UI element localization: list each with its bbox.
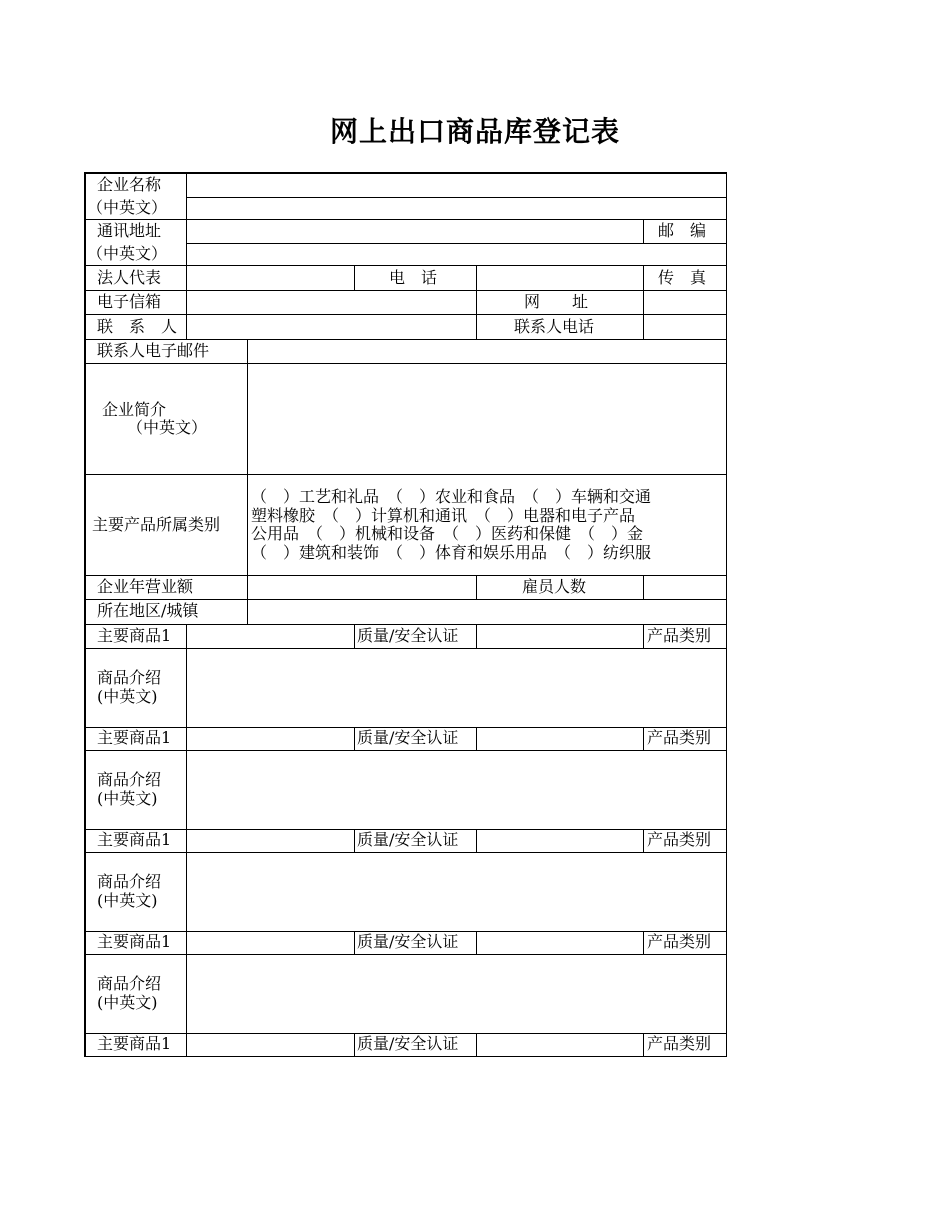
category-line: （ ）工艺和礼品 （ ）农业和食品 （ ）车辆和交通 <box>251 488 652 506</box>
product-cert-label: 质量/安全认证 <box>357 932 459 951</box>
product-category-label: 产品类别 <box>647 626 712 645</box>
region-field[interactable] <box>248 600 726 624</box>
product-intro-field[interactable] <box>187 751 726 829</box>
company-name-cn-field[interactable] <box>187 173 726 197</box>
product-cert-field[interactable] <box>477 1034 643 1056</box>
product-name-field[interactable] <box>187 625 354 648</box>
fax-label: 传 真 <box>658 268 707 287</box>
product-name-label: 主要商品1 <box>97 728 172 747</box>
product-intro-field[interactable] <box>187 649 726 727</box>
product-cert-field[interactable] <box>477 830 643 852</box>
grid-line <box>354 1033 355 1056</box>
product-cert-label: 质量/安全认证 <box>357 830 459 849</box>
grid-line <box>726 172 727 1057</box>
company-intro-field[interactable] <box>248 364 726 474</box>
revenue-field[interactable] <box>248 576 476 599</box>
product-cert-field[interactable] <box>477 728 643 750</box>
product-intro-field[interactable] <box>187 853 726 931</box>
page-title: 网上出口商品库登记表 <box>329 115 620 148</box>
product-intro-label: 商品介绍 <box>97 668 162 687</box>
company-intro-label: 企业简介 <box>102 400 167 419</box>
address-cn-field[interactable] <box>187 220 643 243</box>
company-intro-label-lang: （中英文） <box>127 418 208 437</box>
grid-line <box>354 727 355 750</box>
grid-line <box>354 931 355 954</box>
grid-line <box>84 1056 726 1057</box>
product-name-field[interactable] <box>187 1034 354 1056</box>
product-category-label: 产品类别 <box>647 830 712 849</box>
contact-email-label: 联系人电子邮件 <box>97 341 210 360</box>
product-intro-label-lang: (中英文) <box>97 789 158 808</box>
grid-line <box>354 265 355 290</box>
product-name-label: 主要商品1 <box>97 1034 172 1053</box>
product-name-label: 主要商品1 <box>97 932 172 951</box>
category-line: 塑料橡胶 （ ）计算机和通讯 （ ）电器和电子产品 <box>251 505 636 525</box>
product-name-field[interactable] <box>187 830 354 852</box>
address-label: 通讯地址 <box>97 221 162 240</box>
address-en-field[interactable] <box>187 244 726 265</box>
product-category-label: 产品类别 <box>647 1034 712 1053</box>
contact-phone-field[interactable] <box>644 315 726 339</box>
product-name-field[interactable] <box>187 728 354 750</box>
company-name-en-field[interactable] <box>187 198 726 219</box>
address-label-lang: （中英文） <box>87 244 168 263</box>
contact-email-field[interactable] <box>248 340 726 363</box>
product-intro-label: 商品介绍 <box>97 770 162 789</box>
postcode-label: 邮 编 <box>658 221 707 240</box>
employees-field[interactable] <box>644 576 726 599</box>
email-label: 电子信箱 <box>97 292 162 311</box>
contact-phone-label: 联系人电话 <box>514 317 595 336</box>
product-intro-label-lang: (中英文) <box>97 687 158 706</box>
company-name-label-lang: （中英文） <box>87 198 168 217</box>
grid-line <box>643 829 644 852</box>
category-line: 公用品 （ ）机械和设备 （ ）医药和保健 （ ）金 <box>251 524 644 543</box>
grid-line <box>84 172 86 1057</box>
product-name-field[interactable] <box>187 932 354 954</box>
legal-rep-label: 法人代表 <box>97 268 162 287</box>
category-label: 主要产品所属类别 <box>92 515 221 534</box>
phone-label: 电 话 <box>389 268 438 287</box>
grid-line <box>84 474 726 475</box>
product-name-label: 主要商品1 <box>97 830 172 849</box>
category-options[interactable] <box>251 488 726 568</box>
grid-line <box>643 219 644 243</box>
category-line: （ ）建筑和装饰 （ ）体育和娱乐用品 （ ）纺织服 <box>251 542 652 562</box>
product-intro-label-lang: (中英文) <box>97 993 158 1012</box>
company-name-label: 企业名称 <box>97 175 162 194</box>
website-field[interactable] <box>644 291 726 314</box>
product-intro-field[interactable] <box>187 955 726 1033</box>
product-category-label: 产品类别 <box>647 728 712 747</box>
product-cert-label: 质量/安全认证 <box>357 728 459 747</box>
website-label: 网 址 <box>524 292 589 311</box>
product-cert-label: 质量/安全认证 <box>357 626 459 645</box>
product-name-label: 主要商品1 <box>97 626 172 645</box>
grid-line <box>643 727 644 750</box>
revenue-label: 企业年营业额 <box>97 577 194 596</box>
region-label: 所在地区/城镇 <box>97 601 199 620</box>
product-cert-field[interactable] <box>477 932 643 954</box>
grid-line <box>354 624 355 648</box>
grid-line <box>643 931 644 954</box>
email-field[interactable] <box>187 291 476 314</box>
phone-field[interactable] <box>477 266 643 290</box>
product-intro-label: 商品介绍 <box>97 872 162 891</box>
grid-line <box>354 829 355 852</box>
product-cert-field[interactable] <box>477 625 643 648</box>
grid-line <box>643 1033 644 1056</box>
legal-rep-field[interactable] <box>187 266 354 290</box>
product-category-label: 产品类别 <box>647 932 712 951</box>
product-intro-label: 商品介绍 <box>97 974 162 993</box>
contact-field[interactable] <box>187 315 476 339</box>
product-cert-label: 质量/安全认证 <box>357 1034 459 1053</box>
grid-line <box>643 624 644 648</box>
product-intro-label-lang: (中英文) <box>97 891 158 910</box>
contact-label: 联 系 人 <box>97 317 178 336</box>
grid-line <box>476 575 477 599</box>
employees-label: 雇员人数 <box>522 577 587 596</box>
